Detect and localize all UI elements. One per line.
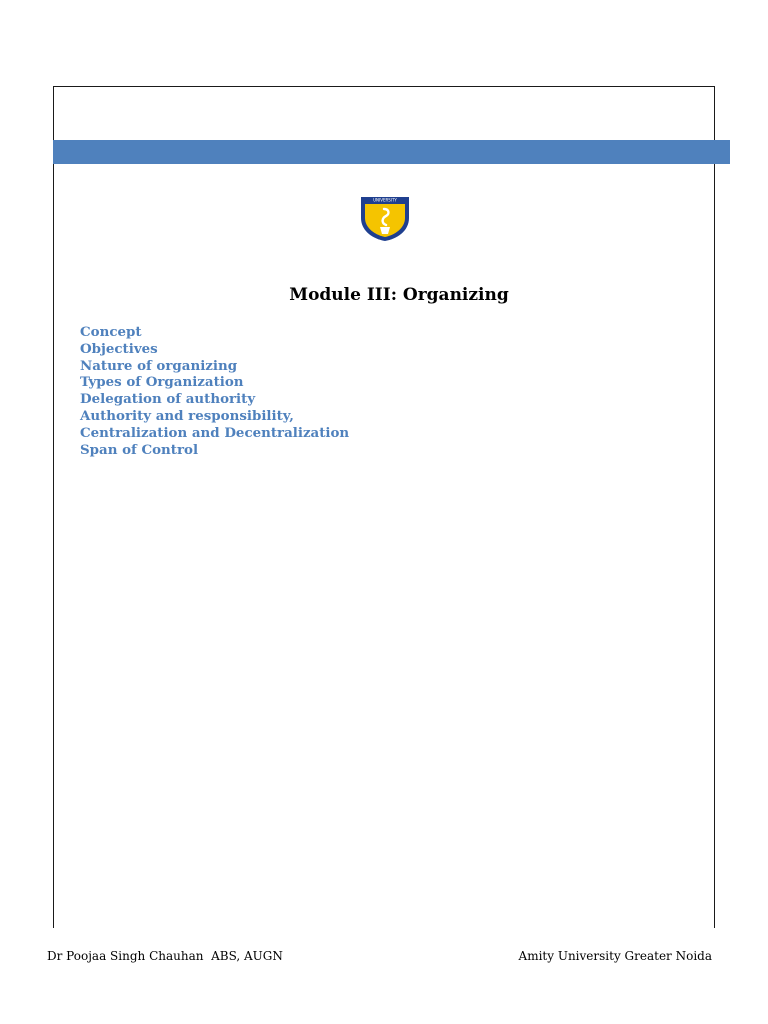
topic-item: Centralization and Decentralization bbox=[80, 424, 350, 441]
topic-item: Span of Control bbox=[80, 441, 199, 458]
topic-item: Authority and responsibility, bbox=[80, 407, 294, 424]
topic-item: Delegation of authority bbox=[80, 391, 256, 408]
header-banner bbox=[53, 140, 730, 164]
university-crest-icon bbox=[358, 196, 412, 242]
footer-institution: Amity University Greater Noida bbox=[518, 949, 712, 963]
logo-text: UNIVERSITY bbox=[373, 197, 397, 203]
topic-item: Types of Organization bbox=[80, 374, 244, 391]
module-title: Module III: Organizing bbox=[289, 285, 509, 305]
topic-item: Concept bbox=[80, 324, 142, 340]
footer-author: Dr Poojaa Singh Chauhan ABS, AUGN bbox=[47, 949, 283, 963]
topic-item: Nature of organizing bbox=[80, 357, 238, 374]
topic-item: Objectives bbox=[80, 340, 158, 357]
topic-list bbox=[80, 324, 349, 458]
